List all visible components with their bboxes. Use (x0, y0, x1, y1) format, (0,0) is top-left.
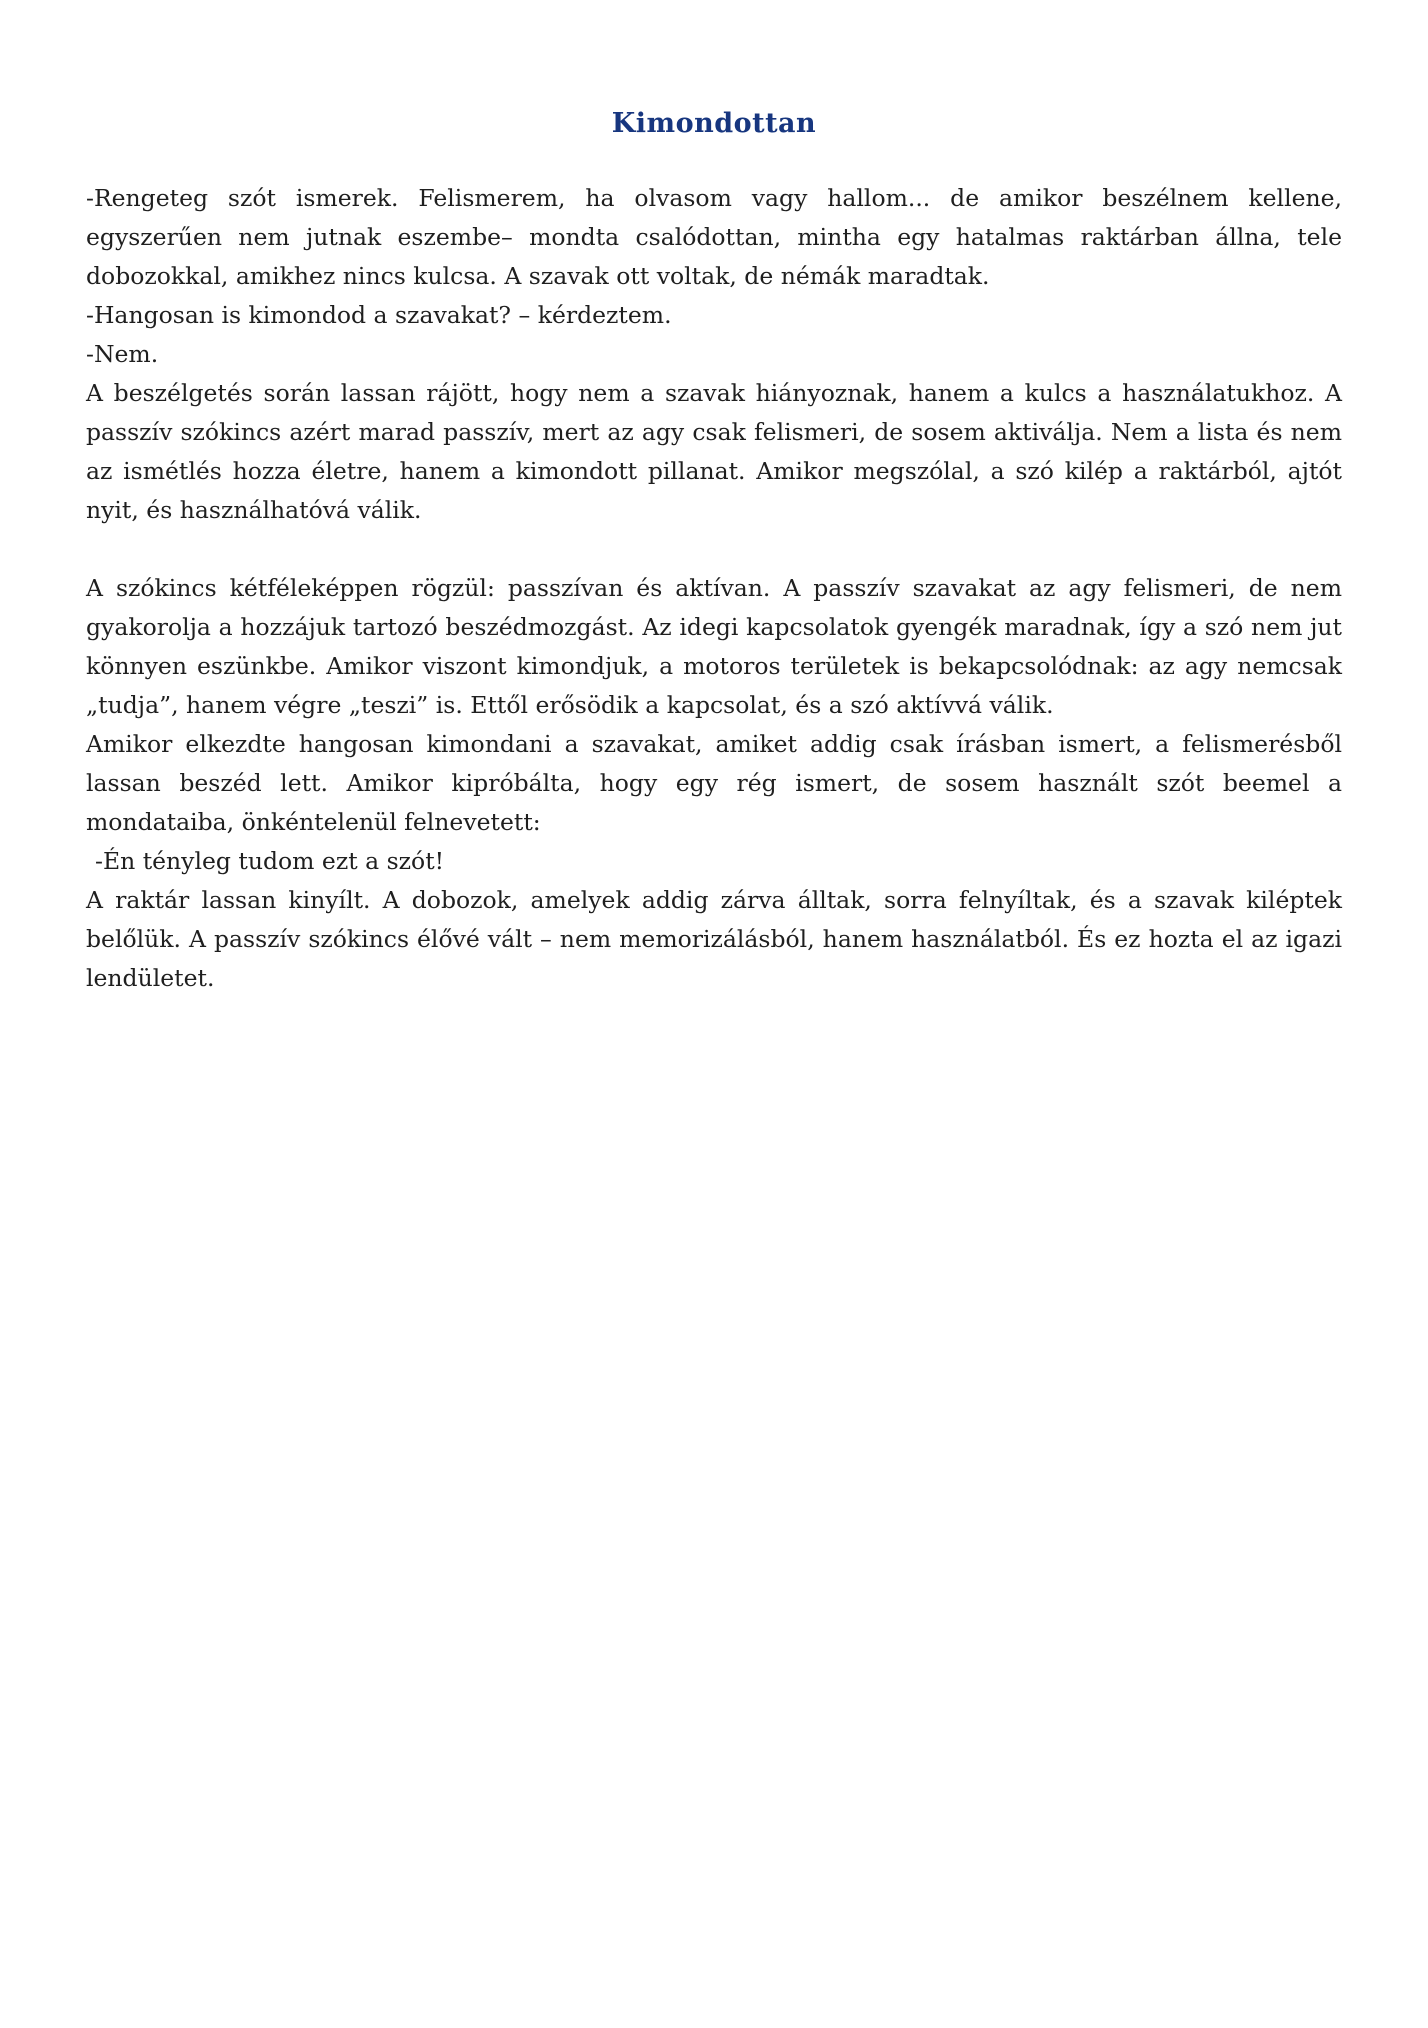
paragraph: Amikor elkezdte hangosan kimondani a szavakat, amiket addig csak írásban ismert, a felismerésből lassan beszéd lett. Amikor kipróbálta, hogy egy rég ismert, de sosem használt szót beemel a mondataiba, önkéntelenül felnevetett: (86, 730, 1342, 836)
paragraph: A raktár lassan kinyílt. A dobozok, amelyek addig zárva álltak, sorra felnyíltak, és a szavak kiléptek belőlük. A passzív szókincs élővé vált – nem memorizálásból, hanem használatból. És ez hozta el az igazi lendületet. (86, 886, 1342, 992)
paragraph: -Nem. (86, 340, 159, 368)
paragraph: A beszélgetés során lassan rájött, hogy nem a szavak hiányoznak, hanem a kulcs a használatukhoz. A passzív szókincs azért marad passzív, mert az agy csak felismeri, de sosem aktiválja. Nem a lista és nem az ismétlés hozza életre, hanem a kimondott pillanat. Amikor megszólal, a szó kilép a raktárból, ajtót nyit, és használhatóvá válik. (86, 379, 1342, 524)
paragraph: -Én tényleg tudom ezt a szót! (95, 847, 445, 875)
paragraph: A szókincs kétféleképpen rögzül: passzívan és aktívan. A passzív szavakat az agy felismeri, de nem gyakorolja a hozzájuk tartozó beszédmozgást. Az idegi kapcsolatok gyengék maradnak, így a szó nem jut könnyen eszünkbe. Amikor viszont kimondjuk, a motoros területek is bekapcsolódnak: az agy nemcsak „tudja”, hanem végre „teszi” is. Ettől erősödik a kapcsolat, és a szó aktívvá válik. (86, 574, 1342, 719)
paragraph: -Hangosan is kimondod a szavakat? – kérdeztem. (86, 301, 672, 329)
page-title: Kimondottan (611, 108, 817, 139)
paragraph: -Rengeteg szót ismerek. Felismerem, ha olvasom vagy hallom... de amikor beszélnem kellene, egyszerűen nem jutnak eszembe– mondta csalódottan, mintha egy hatalmas raktárban állna, tele dobozokkal, amikhez nincs kulcsa. A szavak ott voltak, de némák maradtak. (86, 184, 1342, 290)
